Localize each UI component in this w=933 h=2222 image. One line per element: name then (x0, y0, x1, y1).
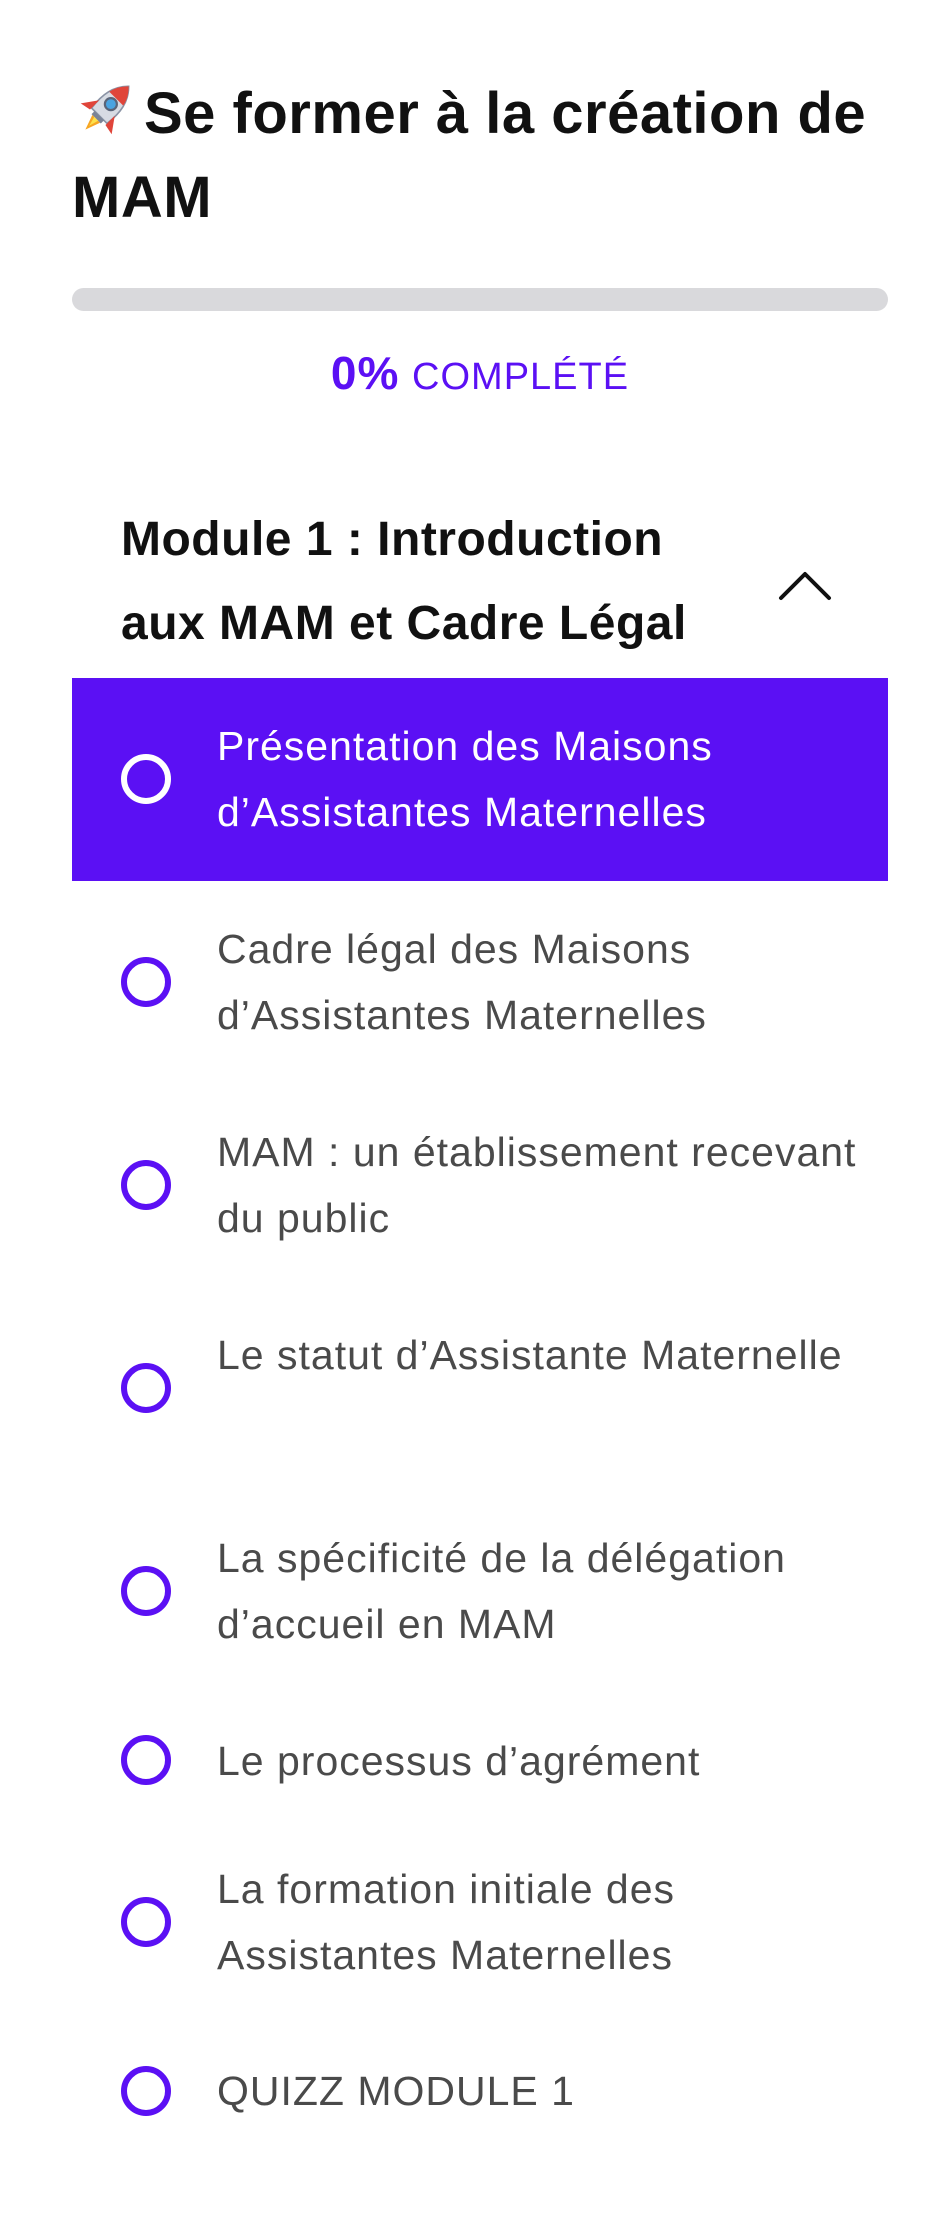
lesson-label: La spécificité de la délégation d’accueil en MAM (217, 1535, 786, 1647)
lesson-status-circle-icon[interactable] (121, 2066, 171, 2116)
lesson-status-circle-icon[interactable] (121, 754, 171, 804)
lesson-label: QUIZZ MODULE 1 (217, 2068, 575, 2114)
progress-status-label: COMPLÉTÉ (412, 356, 630, 398)
module-header[interactable] (72, 498, 888, 668)
lesson-item[interactable] (72, 1084, 888, 1287)
lesson-status-circle-icon[interactable] (121, 1735, 171, 1785)
lesson-item[interactable] (72, 2036, 888, 2176)
rocket-icon (72, 73, 142, 143)
lesson-status-circle-icon[interactable] (121, 1363, 171, 1413)
lesson-status-circle-icon[interactable] (121, 957, 171, 1007)
progress-bar (72, 288, 888, 311)
lesson-status-circle-icon[interactable] (121, 1566, 171, 1616)
lesson-label: La formation initiale des Assistantes Maternelles (217, 1866, 676, 1978)
progress-percent: 0% (330, 347, 400, 399)
lesson-item[interactable] (72, 881, 888, 1084)
lesson-status-circle-icon[interactable] (121, 1160, 171, 1210)
lesson-item[interactable] (72, 1287, 888, 1490)
lesson-label: MAM : un établissement recevant du public (217, 1129, 857, 1241)
lesson-label: Le processus d’agrément (217, 1738, 701, 1784)
lesson-item[interactable] (72, 1490, 888, 1693)
chevron-up-icon[interactable] (775, 564, 835, 604)
course-title (72, 72, 888, 240)
lesson-label: Cadre légal des Maisons d’Assistantes Maternelles (217, 926, 707, 1038)
lesson-item[interactable] (72, 1833, 888, 2036)
lesson-item[interactable] (72, 678, 888, 881)
module-title: Module 1 : Introduction aux MAM et Cadre Légal (121, 513, 687, 650)
course-title-text: Se former à la création de MAM (72, 81, 867, 230)
lesson-item[interactable] (72, 1693, 888, 1833)
lesson-label: Présentation des Maisons d’Assistantes Maternelles (217, 723, 713, 835)
lesson-label: Le statut d’Assistante Maternelle (217, 1332, 843, 1378)
progress-status (72, 345, 888, 405)
lesson-status-circle-icon[interactable] (121, 1897, 171, 1947)
